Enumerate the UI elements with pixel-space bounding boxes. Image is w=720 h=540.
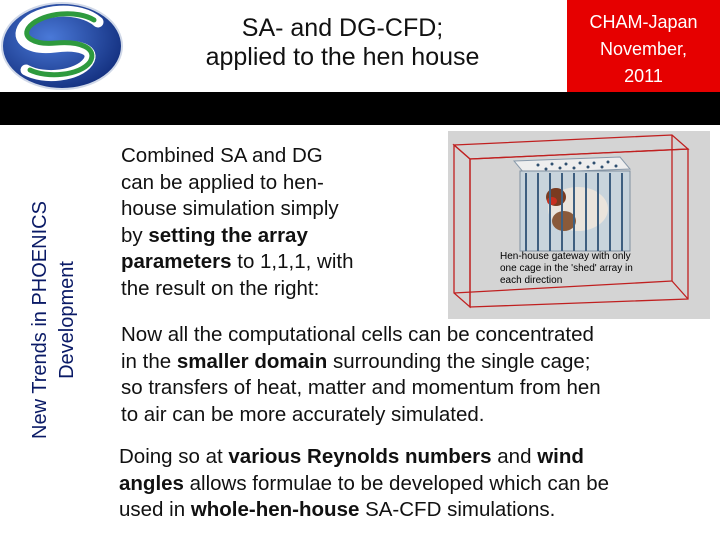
text-run: surrounding the single cage; xyxy=(327,349,591,373)
bold-text-run: angles xyxy=(119,471,184,495)
text-run: allows formulae to be developed which can be xyxy=(183,471,610,495)
text-run: Doing so at xyxy=(119,445,229,468)
caption-line: each direction xyxy=(500,275,563,286)
caption-line: Hen-house gateway with only xyxy=(500,251,631,262)
bold-text-run: smaller domain xyxy=(176,349,328,373)
caption-line: one cage in the 'shed' array in xyxy=(500,263,633,274)
para2-line: Now all the computational cells can be concentrated xyxy=(121,323,594,346)
bold-text-run: setting the array xyxy=(148,223,308,247)
sidebar-line-1: New Trends in PHOENICS xyxy=(29,201,51,439)
bold-text-run: whole-hen-house xyxy=(190,498,360,521)
badge-month: November, xyxy=(599,39,688,59)
badge-org: CHAM-Japan xyxy=(589,12,698,32)
intro-paragraph xyxy=(121,143,451,302)
title-line-1: SA- and DG-CFD; xyxy=(241,14,444,42)
para1-line xyxy=(121,249,451,276)
bold-text-run: parameters xyxy=(121,250,232,273)
para3-line xyxy=(119,497,714,524)
text-run: and xyxy=(491,445,538,468)
para2-line: to air can be more accurately simulated. xyxy=(121,402,485,426)
text-run: in the xyxy=(121,349,177,373)
para3-line xyxy=(119,471,714,498)
text-run: to 1,1,1, with xyxy=(231,250,354,273)
cham-logo xyxy=(0,0,128,92)
para3-line xyxy=(119,444,714,471)
sidebar-title xyxy=(27,130,81,510)
header-divider-band xyxy=(0,92,720,125)
para2-line: so transfers of heat, matter and momentum from hen xyxy=(121,376,601,399)
text-run: SA-CFD simulations. xyxy=(359,498,556,521)
para1-line xyxy=(121,223,451,250)
text-run: by xyxy=(121,223,149,247)
title-line-2: applied to the hen house xyxy=(205,43,480,71)
para1-line: house simulation simply xyxy=(121,197,339,220)
badge-year: 2011 xyxy=(624,66,663,86)
result-paragraph xyxy=(121,322,711,428)
slide-title xyxy=(165,14,520,72)
text-run: used in xyxy=(119,498,191,521)
para1-line: Combined SA and DG xyxy=(121,144,323,167)
hen-house-figure xyxy=(448,131,710,319)
event-badge xyxy=(567,0,720,92)
cage-illustration xyxy=(448,131,710,319)
bold-text-run: various Reynolds numbers xyxy=(228,445,492,468)
sidebar-line-2: Development xyxy=(56,261,78,379)
para1-line: can be applied to hen- xyxy=(121,170,324,194)
para1-line: the result on the right: xyxy=(121,276,320,300)
bold-text-run: wind xyxy=(537,445,584,468)
para2-line xyxy=(121,349,711,376)
figure-caption xyxy=(500,251,660,287)
conclusion-paragraph xyxy=(119,444,714,524)
logo-graphic xyxy=(0,0,128,92)
